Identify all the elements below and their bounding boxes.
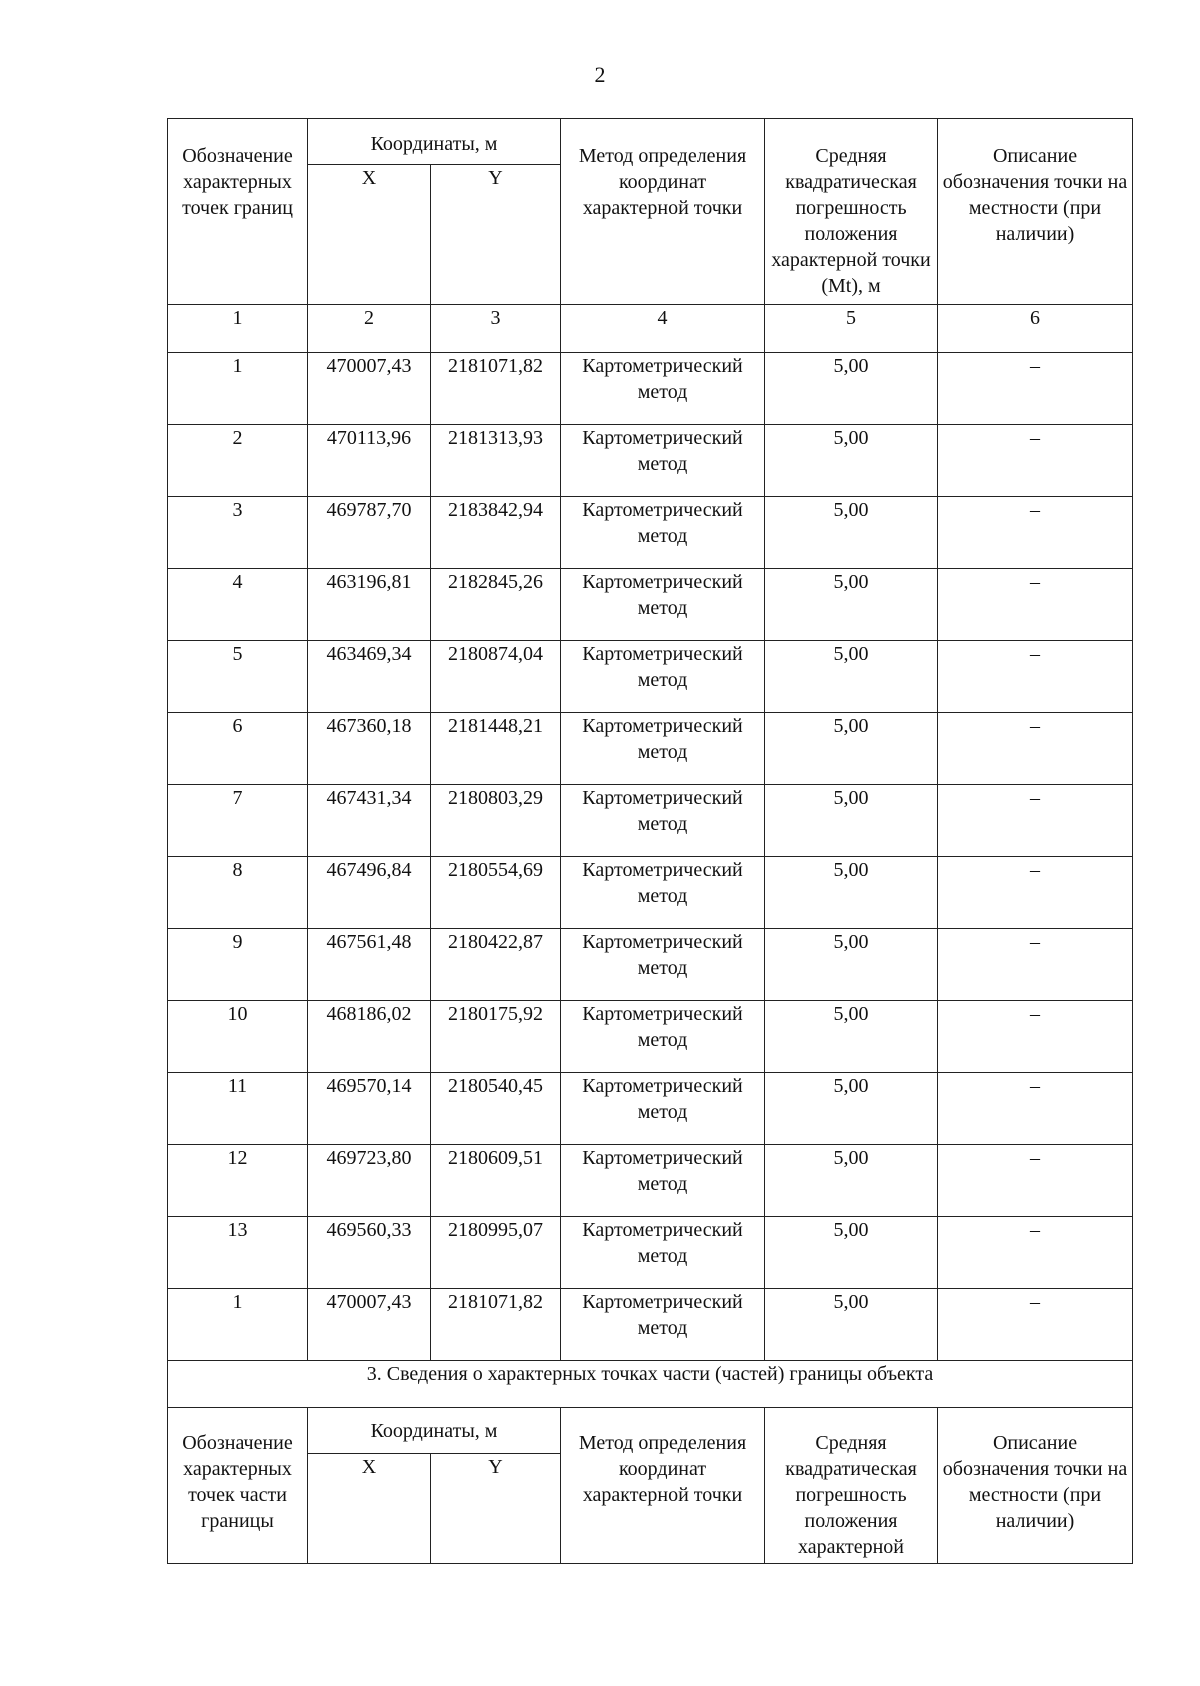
table-row [168, 1289, 1133, 1361]
cell-y: 2180874,04 [431, 641, 561, 713]
cell-y: 2180422,87 [431, 929, 561, 1001]
cell-method: Картометрический метод [561, 1217, 765, 1289]
column-number: 6 [938, 305, 1133, 353]
column-number: 2 [308, 305, 431, 353]
cell-point: 1 [168, 353, 308, 425]
header2-mean-error: Средняя квадратическая погрешность положения характерной [765, 1408, 938, 1564]
cell-method: Картометрический метод [561, 497, 765, 569]
cell-description: – [938, 785, 1133, 857]
cell-error: 5,00 [765, 1001, 938, 1073]
cell-y: 2183842,94 [431, 497, 561, 569]
cell-point: 9 [168, 929, 308, 1001]
cell-description: – [938, 1217, 1133, 1289]
table-row [168, 353, 1133, 425]
cell-y: 2182845,26 [431, 569, 561, 641]
section-row [168, 1361, 1133, 1408]
header2-point-designation: Обозначение характерных точек части границы [168, 1408, 308, 1564]
cell-method: Картометрический метод [561, 569, 765, 641]
cell-description: – [938, 1145, 1133, 1217]
header2-description: Описание обозначения точки на местности (при наличии) [938, 1408, 1133, 1564]
cell-error: 5,00 [765, 857, 938, 929]
cell-error: 5,00 [765, 353, 938, 425]
cell-x: 469560,33 [308, 1217, 431, 1289]
boundary-points-table [167, 118, 1133, 1564]
cell-error: 5,00 [765, 497, 938, 569]
cell-description: – [938, 929, 1133, 1001]
cell-method: Картометрический метод [561, 929, 765, 1001]
column-number: 3 [431, 305, 561, 353]
cell-error: 5,00 [765, 425, 938, 497]
table-row [168, 1145, 1133, 1217]
cell-error: 5,00 [765, 1289, 938, 1361]
section-title: 3. Сведения о характерных точках части (частей) границы объекта [168, 1361, 1133, 1408]
cell-description: – [938, 497, 1133, 569]
cell-y: 2180175,92 [431, 1001, 561, 1073]
cell-x: 463196,81 [308, 569, 431, 641]
header-x: X [308, 165, 431, 305]
table-row [168, 785, 1133, 857]
cell-point: 13 [168, 1217, 308, 1289]
header2-x: X [308, 1454, 431, 1564]
cell-description: – [938, 1001, 1133, 1073]
cell-x: 467561,48 [308, 929, 431, 1001]
cell-point: 7 [168, 785, 308, 857]
cell-error: 5,00 [765, 1073, 938, 1145]
cell-error: 5,00 [765, 641, 938, 713]
header-y: Y [431, 165, 561, 305]
cell-x: 470113,96 [308, 425, 431, 497]
cell-point: 2 [168, 425, 308, 497]
cell-y: 2181071,82 [431, 353, 561, 425]
column-number: 1 [168, 305, 308, 353]
cell-x: 470007,43 [308, 1289, 431, 1361]
cell-y: 2180609,51 [431, 1145, 561, 1217]
header2-y: Y [431, 1454, 561, 1564]
page-number: 2 [594, 62, 606, 87]
table-header-row [168, 119, 1133, 165]
cell-point: 10 [168, 1001, 308, 1073]
cell-y: 2180803,29 [431, 785, 561, 857]
header-method: Метод определения координат характерной точки [561, 119, 765, 305]
header-mean-error: Средняя квадратическая погрешность положения характерной точки (Mt), м [765, 119, 938, 305]
column-number: 4 [561, 305, 765, 353]
cell-description: – [938, 1289, 1133, 1361]
cell-method: Картометрический метод [561, 1145, 765, 1217]
cell-y: 2181448,21 [431, 713, 561, 785]
table-row [168, 929, 1133, 1001]
cell-x: 469723,80 [308, 1145, 431, 1217]
cell-point: 8 [168, 857, 308, 929]
cell-description: – [938, 569, 1133, 641]
cell-method: Картометрический метод [561, 1001, 765, 1073]
table-row [168, 497, 1133, 569]
cell-y: 2180554,69 [431, 857, 561, 929]
cell-description: – [938, 425, 1133, 497]
cell-error: 5,00 [765, 929, 938, 1001]
header-point-designation: Обозначение характерных точек границ [168, 119, 308, 305]
cell-x: 469570,14 [308, 1073, 431, 1145]
table-row [168, 713, 1133, 785]
cell-description: – [938, 857, 1133, 929]
cell-point: 4 [168, 569, 308, 641]
cell-point: 5 [168, 641, 308, 713]
cell-x: 467496,84 [308, 857, 431, 929]
cell-error: 5,00 [765, 1217, 938, 1289]
cell-point: 1 [168, 1289, 308, 1361]
cell-description: – [938, 353, 1133, 425]
cell-point: 12 [168, 1145, 308, 1217]
cell-y: 2180540,45 [431, 1073, 561, 1145]
header-description: Описание обозначения точки на местности (при наличии) [938, 119, 1133, 305]
cell-method: Картометрический метод [561, 425, 765, 497]
table-row [168, 1073, 1133, 1145]
cell-method: Картометрический метод [561, 857, 765, 929]
cell-description: – [938, 641, 1133, 713]
cell-error: 5,00 [765, 1145, 938, 1217]
header2-coordinates: Координаты, м [308, 1408, 561, 1454]
table-row [168, 1217, 1133, 1289]
column-number: 5 [765, 305, 938, 353]
table-row [168, 569, 1133, 641]
cell-point: 6 [168, 713, 308, 785]
cell-x: 463469,34 [308, 641, 431, 713]
cell-method: Картометрический метод [561, 353, 765, 425]
cell-point: 11 [168, 1073, 308, 1145]
cell-error: 5,00 [765, 713, 938, 785]
cell-method: Картометрический метод [561, 641, 765, 713]
cell-error: 5,00 [765, 569, 938, 641]
table-row [168, 1001, 1133, 1073]
cell-method: Картометрический метод [561, 1073, 765, 1145]
header-coordinates: Координаты, м [308, 119, 561, 165]
column-numbers-row [168, 305, 1133, 353]
cell-description: – [938, 1073, 1133, 1145]
cell-error: 5,00 [765, 785, 938, 857]
table-row [168, 425, 1133, 497]
cell-method: Картометрический метод [561, 713, 765, 785]
table-row [168, 641, 1133, 713]
cell-y: 2181071,82 [431, 1289, 561, 1361]
cell-y: 2180995,07 [431, 1217, 561, 1289]
table-row [168, 857, 1133, 929]
header2-method: Метод определения координат характерной точки [561, 1408, 765, 1564]
cell-x: 467360,18 [308, 713, 431, 785]
cell-method: Картометрический метод [561, 785, 765, 857]
cell-x: 467431,34 [308, 785, 431, 857]
cell-point: 3 [168, 497, 308, 569]
cell-x: 468186,02 [308, 1001, 431, 1073]
cell-description: – [938, 713, 1133, 785]
cell-x: 470007,43 [308, 353, 431, 425]
table2-header-row [168, 1408, 1133, 1454]
cell-x: 469787,70 [308, 497, 431, 569]
cell-method: Картометрический метод [561, 1289, 765, 1361]
cell-y: 2181313,93 [431, 425, 561, 497]
